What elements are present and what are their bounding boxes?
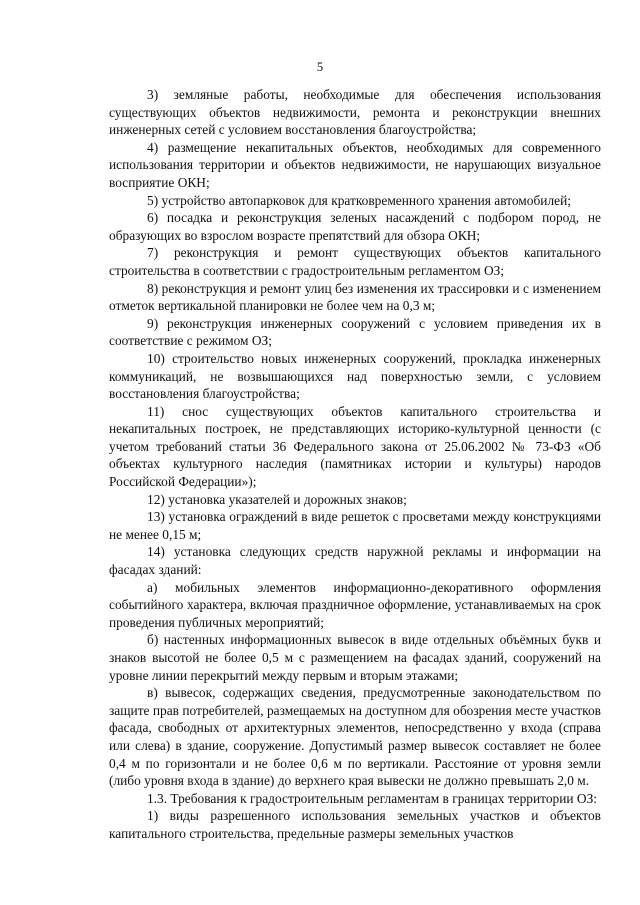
list-item-5-parking: 5) устройство автопарковок для кратковременного хранения автомобилей; [147,192,571,208]
document-body [109,86,601,843]
list-item-6-green-planting: 6) посадка и реконструкция зеленых насаждений с подбором пород, не образующих во взрослом возрасте препятствий для обзора ОКН; [109,210,601,243]
list-item-3-earthworks: 3) земляные работы, необходимые для обеспечения использования существующих объектов недвижимости, ремонта и реконструкции внешних инженерных сетей с условием восстановления благоустройства; [109,87,601,138]
sub-item-v-consumer-signs: в) вывесок, содержащих сведения, предусмотренные законодательством по защите прав потребителей, размещаемых на доступном для обозрения месте участков фасада, свободных от архитектурных элементов, непосредственно у входа (справа или слева) в здание, сооружение. Допустимый размер вывесок составляет не более 0,4 м по горизонтали и не более 0,6 м по вертикали. Расстояние от уровня земли (либо уровня входа в здание) до верхнего края вывески не должно превышать 2,0 м. [109,685,601,789]
list-item-7-reconstruction: 7) реконструкция и ремонт существующих объектов капитального строительства в соответствии с градостроительным регламентом ОЗ; [109,245,601,278]
list-item-8-streets: 8) реконструкция и ремонт улиц без изменения их трассировки и с изменением отметок вертикальной планировки не более чем на 0,3 м; [109,280,601,314]
sub-item-a-mobile-elements: а) мобильных элементов информационно-декоративного оформления событийного характера, включая праздничное оформление, устанавливаемых на срок проведения публичных мероприятий; [109,579,601,630]
list-item-13-fences: 13) установка ограждений в виде решеток с просветами между конструкциями не менее 0,15 м; [109,509,601,542]
list-item-1-land-use: 1) виды разрешенного использования земельных участков и объектов капитального строительства, предельные размеры земельных участков [109,808,601,841]
list-item-9-engineering-structures: 9) реконструкция инженерных сооружений с условием приведения их в соответствие с режимом ОЗ; [109,315,601,349]
list-item-10-new-engineering: 10) строительство новых инженерных сооружений, прокладка инженерных коммуникаций, не возвышающихся над поверхностью земли, с условием восстановления благоустройства; [109,350,601,402]
list-item-12-signs: 12) установка указателей и дорожных знаков; [147,491,407,507]
section-heading-1-3: 1.3. Требования к градостроительным регламентам в границах территории ОЗ: [147,790,598,806]
list-item-11-demolition: 11) снос существующих объектов капитального строительства и некапитальных построек, не представляющих историко-культурной ценности (с учетом требований статьи 36 Федерального закона от 25.06.2002 № 73-ФЗ «Об объектах культурного наследия (памятниках истории и культуры) народов Российской Федерации»); [109,403,601,490]
page-number: 5 [316,60,324,74]
list-item-14-advertising: 14) установка следующих средств наружной рекламы и информации на фасадах зданий: [109,544,601,578]
list-item-4-non-capital-objects: 4) размещение некапитальных объектов, необходимых для современного использования территории и объектов недвижимости, не нарушающих визуальное восприятие ОКН; [109,139,601,190]
sub-item-b-wall-signs: б) настенных информационных вывесок в виде отдельных объёмных букв и знаков высотой не более 0,5 м с размещением на фасадах зданий, сооружений на уровне линии перекрытий между первым и вторым этажами; [109,632,601,683]
